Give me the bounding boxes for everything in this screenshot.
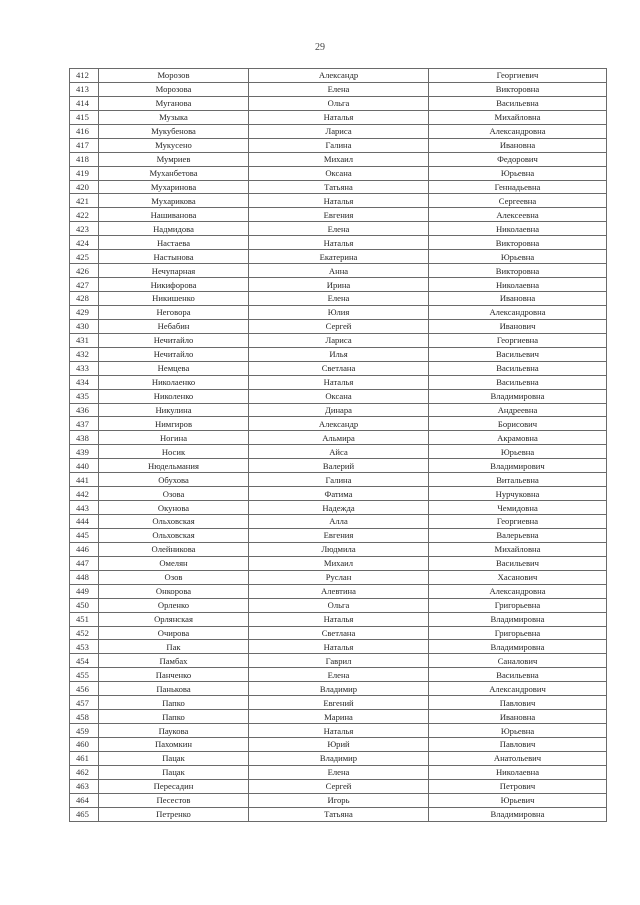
table-row <box>70 487 607 501</box>
surname-cell: Ольховская <box>99 515 249 529</box>
first-name-cell: Светлана <box>249 626 429 640</box>
row-number-cell: 431 <box>70 333 99 347</box>
first-name-cell: Юрий <box>249 738 429 752</box>
table-row <box>70 765 607 779</box>
patronymic-cell: Юрьевна <box>429 250 607 264</box>
first-name-cell: Алевтина <box>249 584 429 598</box>
patronymic-cell: Владимировна <box>429 640 607 654</box>
row-number-cell: 461 <box>70 751 99 765</box>
patronymic-cell: Николаевна <box>429 765 607 779</box>
patronymic-cell: Владимировна <box>429 389 607 403</box>
first-name-cell: Людмила <box>249 542 429 556</box>
patronymic-cell: Андреевна <box>429 403 607 417</box>
patronymic-cell: Саналович <box>429 654 607 668</box>
table-row <box>70 82 607 96</box>
surname-cell: Мукубенова <box>99 124 249 138</box>
row-number-cell: 423 <box>70 222 99 236</box>
first-name-cell: Илья <box>249 347 429 361</box>
row-number-cell: 456 <box>70 682 99 696</box>
row-number-cell: 450 <box>70 598 99 612</box>
surname-cell: Пересадин <box>99 779 249 793</box>
patronymic-cell: Владимировна <box>429 612 607 626</box>
row-number-cell: 451 <box>70 612 99 626</box>
row-number-cell: 455 <box>70 668 99 682</box>
surname-cell: Нечитайло <box>99 347 249 361</box>
surname-cell: Окунова <box>99 501 249 515</box>
row-number-cell: 436 <box>70 403 99 417</box>
row-number-cell: 414 <box>70 96 99 110</box>
first-name-cell: Ирина <box>249 278 429 292</box>
patronymic-cell: Васильевич <box>429 347 607 361</box>
table-row <box>70 208 607 222</box>
row-number-cell: 435 <box>70 389 99 403</box>
surname-cell: Морозов <box>99 69 249 83</box>
row-number-cell: 457 <box>70 696 99 710</box>
patronymic-cell: Викторовна <box>429 82 607 96</box>
table-row <box>70 389 607 403</box>
row-number-cell: 430 <box>70 319 99 333</box>
first-name-cell: Галина <box>249 473 429 487</box>
surname-cell: Мухарикова <box>99 194 249 208</box>
row-number-cell: 462 <box>70 765 99 779</box>
names-table <box>69 68 607 822</box>
first-name-cell: Фатима <box>249 487 429 501</box>
surname-cell: Орленко <box>99 598 249 612</box>
table-row <box>70 654 607 668</box>
surname-cell: Нечупарная <box>99 264 249 278</box>
patronymic-cell: Чемидовна <box>429 501 607 515</box>
surname-cell: Надмидова <box>99 222 249 236</box>
table-row <box>70 250 607 264</box>
table-row <box>70 305 607 319</box>
patronymic-cell: Ивановна <box>429 710 607 724</box>
row-number-cell: 424 <box>70 236 99 250</box>
row-number-cell: 448 <box>70 570 99 584</box>
row-number-cell: 440 <box>70 459 99 473</box>
table-row <box>70 556 607 570</box>
row-number-cell: 418 <box>70 152 99 166</box>
table-row <box>70 598 607 612</box>
surname-cell: Панченко <box>99 668 249 682</box>
table-row <box>70 278 607 292</box>
row-number-cell: 459 <box>70 724 99 738</box>
first-name-cell: Сергей <box>249 319 429 333</box>
surname-cell: Мумриев <box>99 152 249 166</box>
table-row <box>70 292 607 306</box>
surname-cell: Памбах <box>99 654 249 668</box>
surname-cell: Мухаринова <box>99 180 249 194</box>
surname-cell: Муганова <box>99 96 249 110</box>
surname-cell: Паукова <box>99 724 249 738</box>
patronymic-cell: Владимирович <box>429 459 607 473</box>
patronymic-cell: Алексеевна <box>429 208 607 222</box>
table-row <box>70 501 607 515</box>
surname-cell: Нашиванова <box>99 208 249 222</box>
surname-cell: Настынова <box>99 250 249 264</box>
patronymic-cell: Ивановна <box>429 292 607 306</box>
first-name-cell: Александр <box>249 417 429 431</box>
table-row <box>70 180 607 194</box>
table-row <box>70 626 607 640</box>
first-name-cell: Ольга <box>249 598 429 612</box>
patronymic-cell: Федорович <box>429 152 607 166</box>
surname-cell: Неговора <box>99 305 249 319</box>
first-name-cell: Светлана <box>249 361 429 375</box>
row-number-cell: 444 <box>70 515 99 529</box>
patronymic-cell: Юрьевна <box>429 166 607 180</box>
patronymic-cell: Александровна <box>429 305 607 319</box>
patronymic-cell: Сергеевна <box>429 194 607 208</box>
table-row <box>70 696 607 710</box>
patronymic-cell: Павлович <box>429 696 607 710</box>
table-row <box>70 361 607 375</box>
patronymic-cell: Александрович <box>429 682 607 696</box>
patronymic-cell: Владимировна <box>429 807 607 821</box>
table-row <box>70 807 607 821</box>
surname-cell: Нимгиров <box>99 417 249 431</box>
row-number-cell: 433 <box>70 361 99 375</box>
table-row <box>70 110 607 124</box>
patronymic-cell: Хасанович <box>429 570 607 584</box>
patronymic-cell: Александровна <box>429 124 607 138</box>
surname-cell: Ногина <box>99 431 249 445</box>
table-row <box>70 236 607 250</box>
surname-cell: Морозова <box>99 82 249 96</box>
first-name-cell: Татьяна <box>249 807 429 821</box>
row-number-cell: 426 <box>70 264 99 278</box>
patronymic-cell: Борисович <box>429 417 607 431</box>
row-number-cell: 417 <box>70 138 99 152</box>
table-row <box>70 96 607 110</box>
patronymic-cell: Михайловна <box>429 110 607 124</box>
patronymic-cell: Васильевна <box>429 375 607 389</box>
row-number-cell: 427 <box>70 278 99 292</box>
surname-cell: Песестов <box>99 793 249 807</box>
first-name-cell: Михаил <box>249 556 429 570</box>
table-row <box>70 682 607 696</box>
table-row <box>70 542 607 556</box>
patronymic-cell: Юрьевна <box>429 724 607 738</box>
row-number-cell: 447 <box>70 556 99 570</box>
first-name-cell: Оксана <box>249 166 429 180</box>
patronymic-cell: Ивановна <box>429 138 607 152</box>
surname-cell: Муханбетова <box>99 166 249 180</box>
first-name-cell: Анна <box>249 264 429 278</box>
first-name-cell: Сергей <box>249 779 429 793</box>
table-row <box>70 612 607 626</box>
row-number-cell: 463 <box>70 779 99 793</box>
table-row <box>70 570 607 584</box>
row-number-cell: 425 <box>70 250 99 264</box>
first-name-cell: Валерий <box>249 459 429 473</box>
surname-cell: Нечитайло <box>99 333 249 347</box>
patronymic-cell: Васильевна <box>429 361 607 375</box>
surname-cell: Пацак <box>99 765 249 779</box>
table-row <box>70 319 607 333</box>
first-name-cell: Михаил <box>249 152 429 166</box>
row-number-cell: 460 <box>70 738 99 752</box>
surname-cell: Пак <box>99 640 249 654</box>
surname-cell: Настаева <box>99 236 249 250</box>
row-number-cell: 454 <box>70 654 99 668</box>
patronymic-cell: Витальевна <box>429 473 607 487</box>
surname-cell: Орлянская <box>99 612 249 626</box>
table-row <box>70 431 607 445</box>
row-number-cell: 445 <box>70 528 99 542</box>
table-row <box>70 445 607 459</box>
table-row <box>70 668 607 682</box>
patronymic-cell: Николаевна <box>429 222 607 236</box>
first-name-cell: Гаврил <box>249 654 429 668</box>
first-name-cell: Владимир <box>249 751 429 765</box>
first-name-cell: Евгений <box>249 696 429 710</box>
surname-cell: Пахомкин <box>99 738 249 752</box>
row-number-cell: 421 <box>70 194 99 208</box>
first-name-cell: Наталья <box>249 194 429 208</box>
surname-cell: Петренко <box>99 807 249 821</box>
first-name-cell: Наталья <box>249 640 429 654</box>
patronymic-cell: Юрьевич <box>429 793 607 807</box>
row-number-cell: 438 <box>70 431 99 445</box>
first-name-cell: Елена <box>249 222 429 236</box>
first-name-cell: Татьяна <box>249 180 429 194</box>
first-name-cell: Динара <box>249 403 429 417</box>
first-name-cell: Александр <box>249 69 429 83</box>
surname-cell: Онкорова <box>99 584 249 598</box>
surname-cell: Николенко <box>99 389 249 403</box>
table-row <box>70 515 607 529</box>
row-number-cell: 413 <box>70 82 99 96</box>
row-number-cell: 443 <box>70 501 99 515</box>
table-row <box>70 194 607 208</box>
patronymic-cell: Григорьевна <box>429 626 607 640</box>
first-name-cell: Ольга <box>249 96 429 110</box>
names-table-body <box>70 69 607 822</box>
patronymic-cell: Иванович <box>429 319 607 333</box>
table-row <box>70 738 607 752</box>
table-row <box>70 640 607 654</box>
row-number-cell: 422 <box>70 208 99 222</box>
first-name-cell: Екатерина <box>249 250 429 264</box>
row-number-cell: 434 <box>70 375 99 389</box>
row-number-cell: 464 <box>70 793 99 807</box>
first-name-cell: Игорь <box>249 793 429 807</box>
surname-cell: Олейникова <box>99 542 249 556</box>
table-row <box>70 333 607 347</box>
surname-cell: Носик <box>99 445 249 459</box>
row-number-cell: 415 <box>70 110 99 124</box>
row-number-cell: 458 <box>70 710 99 724</box>
table-row <box>70 403 607 417</box>
row-number-cell: 465 <box>70 807 99 821</box>
table-row <box>70 417 607 431</box>
row-number-cell: 441 <box>70 473 99 487</box>
patronymic-cell: Георгиевна <box>429 333 607 347</box>
table-row <box>70 724 607 738</box>
table-row <box>70 166 607 180</box>
table-row <box>70 69 607 83</box>
surname-cell: Небабин <box>99 319 249 333</box>
patronymic-cell: Григорьевна <box>429 598 607 612</box>
row-number-cell: 419 <box>70 166 99 180</box>
patronymic-cell: Павлович <box>429 738 607 752</box>
surname-cell: Никулина <box>99 403 249 417</box>
row-number-cell: 449 <box>70 584 99 598</box>
first-name-cell: Айса <box>249 445 429 459</box>
surname-cell: Омелян <box>99 556 249 570</box>
surname-cell: Очирова <box>99 626 249 640</box>
row-number-cell: 437 <box>70 417 99 431</box>
surname-cell: Нюдельмания <box>99 459 249 473</box>
first-name-cell: Евгения <box>249 208 429 222</box>
row-number-cell: 452 <box>70 626 99 640</box>
first-name-cell: Марина <box>249 710 429 724</box>
table-row <box>70 751 607 765</box>
row-number-cell: 446 <box>70 542 99 556</box>
row-number-cell: 442 <box>70 487 99 501</box>
table-row <box>70 779 607 793</box>
patronymic-cell: Геннадьевна <box>429 180 607 194</box>
first-name-cell: Руслан <box>249 570 429 584</box>
row-number-cell: 420 <box>70 180 99 194</box>
first-name-cell: Юлия <box>249 305 429 319</box>
surname-cell: Немцева <box>99 361 249 375</box>
first-name-cell: Елена <box>249 292 429 306</box>
row-number-cell: 416 <box>70 124 99 138</box>
surname-cell: Озов <box>99 570 249 584</box>
first-name-cell: Альмира <box>249 431 429 445</box>
table-row <box>70 459 607 473</box>
surname-cell: Обухова <box>99 473 249 487</box>
patronymic-cell: Васильевна <box>429 96 607 110</box>
patronymic-cell: Акрамовна <box>429 431 607 445</box>
first-name-cell: Наталья <box>249 724 429 738</box>
row-number-cell: 429 <box>70 305 99 319</box>
table-row <box>70 152 607 166</box>
patronymic-cell: Михайловна <box>429 542 607 556</box>
surname-cell: Панькова <box>99 682 249 696</box>
patronymic-cell: Георгиевич <box>429 69 607 83</box>
first-name-cell: Алла <box>249 515 429 529</box>
first-name-cell: Елена <box>249 82 429 96</box>
surname-cell: Никифорова <box>99 278 249 292</box>
table-row <box>70 710 607 724</box>
patronymic-cell: Анатольевич <box>429 751 607 765</box>
first-name-cell: Оксана <box>249 389 429 403</box>
table-row <box>70 347 607 361</box>
table-row <box>70 473 607 487</box>
patronymic-cell: Викторовна <box>429 264 607 278</box>
row-number-cell: 439 <box>70 445 99 459</box>
patronymic-cell: Петрович <box>429 779 607 793</box>
table-row <box>70 264 607 278</box>
patronymic-cell: Нурчуковна <box>429 487 607 501</box>
patronymic-cell: Васильевич <box>429 556 607 570</box>
table-row <box>70 375 607 389</box>
patronymic-cell: Николаевна <box>429 278 607 292</box>
patronymic-cell: Юрьевна <box>429 445 607 459</box>
surname-cell: Пацак <box>99 751 249 765</box>
first-name-cell: Наталья <box>249 236 429 250</box>
row-number-cell: 428 <box>70 292 99 306</box>
table-row <box>70 138 607 152</box>
first-name-cell: Евгения <box>249 528 429 542</box>
first-name-cell: Лариса <box>249 124 429 138</box>
table-row <box>70 584 607 598</box>
first-name-cell: Наталья <box>249 375 429 389</box>
patronymic-cell: Валерьевна <box>429 528 607 542</box>
patronymic-cell: Александровна <box>429 584 607 598</box>
first-name-cell: Елена <box>249 668 429 682</box>
surname-cell: Мукусено <box>99 138 249 152</box>
surname-cell: Николаенко <box>99 375 249 389</box>
surname-cell: Музыка <box>99 110 249 124</box>
first-name-cell: Наталья <box>249 612 429 626</box>
first-name-cell: Наталья <box>249 110 429 124</box>
patronymic-cell: Георгиевна <box>429 515 607 529</box>
first-name-cell: Надежда <box>249 501 429 515</box>
surname-cell: Озова <box>99 487 249 501</box>
row-number-cell: 453 <box>70 640 99 654</box>
surname-cell: Папко <box>99 696 249 710</box>
surname-cell: Никишенко <box>99 292 249 306</box>
surname-cell: Папко <box>99 710 249 724</box>
table-row <box>70 793 607 807</box>
first-name-cell: Галина <box>249 138 429 152</box>
row-number-cell: 432 <box>70 347 99 361</box>
table-row <box>70 124 607 138</box>
patronymic-cell: Васильевна <box>429 668 607 682</box>
page-number: 29 <box>315 42 325 53</box>
patronymic-cell: Викторовна <box>429 236 607 250</box>
first-name-cell: Елена <box>249 765 429 779</box>
first-name-cell: Лариса <box>249 333 429 347</box>
surname-cell: Ольховская <box>99 528 249 542</box>
first-name-cell: Владимир <box>249 682 429 696</box>
table-row <box>70 528 607 542</box>
row-number-cell: 412 <box>70 69 99 83</box>
table-row <box>70 222 607 236</box>
